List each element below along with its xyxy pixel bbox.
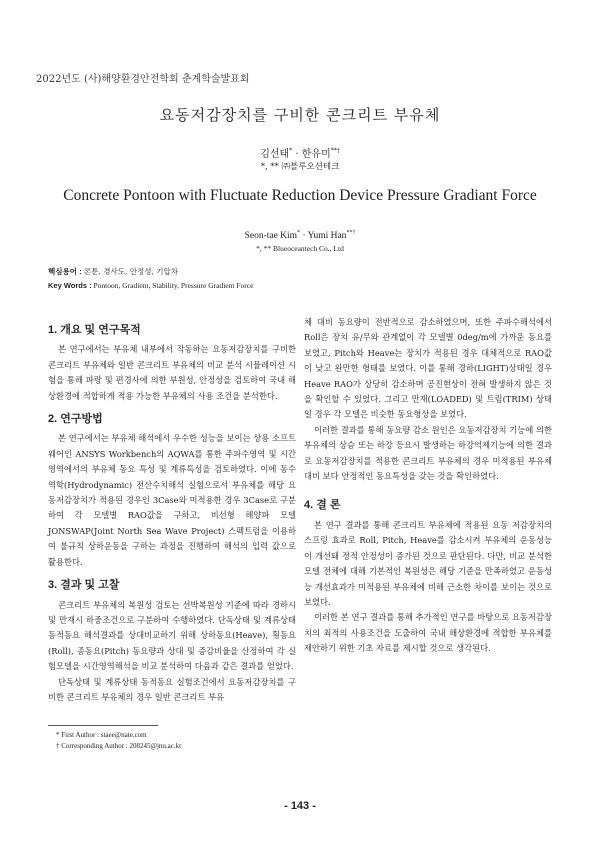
keywords-en-text: Pontoon, Gradient, Stability, Pressure Gradient Force bbox=[91, 281, 254, 290]
section-1-paragraph: 본 연구에서는 부유체 내부에서 작동하는 요동저감장치를 구비한 콘크리트 부유체와 일반 콘크리트 부유체의 비교 분석 시뮬레이션 시험을 통해 파랑 및 편경사에 의한 부원성, 안정성을 검토하여 국내 해상환경에 적합하게 적용 가능한 부유체의 사용 조건을 분석한다. bbox=[48, 344, 296, 401]
author-1: 김선태 bbox=[260, 149, 290, 160]
conference-header: 2022년도 (사)해양환경안전학회 춘계학술발표회 bbox=[36, 74, 250, 85]
authors-korean bbox=[0, 145, 600, 160]
author-1-en: Seon-tae Kim bbox=[244, 231, 298, 242]
section-2-paragraph: 본 연구에서는 부유체 해석에서 우수한 성능을 보이는 상용 소프트웨어인 ANSYS Workbench의 AQWA를 통한 주파수영역 및 시간영역에서의 부유체 동요 특성 및 계류특성을 검토하였다. 이에 동수역학(Hydrodynamic) 전산수치해석 실험으로서 부유체를 해당 요동저감장치가 적용된 경우인 3Case와 미적용한 경우 3Case로 구분하여 각 모델별 RAO값을 구하고, 비선형 해양파 모델 JONSWAP(Joint North Sea Wave Project) 스펙트럼을 이용하여 불규칙 상하운동을 구하는 과정을 진행하여 해석의 입력 값으로 활용한다. bbox=[48, 433, 296, 567]
author-1-en-mark: * bbox=[297, 230, 301, 236]
author-2: 한유미 bbox=[301, 149, 331, 160]
author-2-mark: **† bbox=[330, 147, 340, 155]
section-3-continued: 체 대비 동요량이 전반적으로 감소하였으며, 또한 주파수해석에서 Roll은 장치 유/무와 관계없이 각 모델별 0deg/m에 가까운 동요를 보였고, Pitch와 Heave는 장치가 적용된 경우 대체적으로 RAO값이 낮고 완만한 형태를 보였다. 이를 통해 경하(LIGHT)상태일 경우 Heave RAO가 상당히 감소하며 공진현상이 전혀 발생하지 않은 것을 확인할 수 있었다. 그리고 만재(LOADED) 및 트림(TRIM) 상태일 경우 각 모델은 비슷한 동요형상을 보였다. bbox=[304, 317, 552, 420]
section-4-paragraph-1: 본 연구 결과를 통해 콘크리트 부유체에 적용된 요동 저감장치의 스프링 효과로 Roll, Pitch, Heave를 감소시켜 부유체의 운동성능이 개선돼 정적 안정성이 증가된 것으로 판단된다. 다만, 비교 분석한 모델 전체에 대해 기본적인 복원성은 해당 기준을 만족하였고 운동성능 개선효과가 미적용된 부유체에 비해 근소한 차이를 보이는 것으로 보였다. bbox=[304, 519, 552, 607]
author-2-en: Yumi Han bbox=[307, 231, 347, 242]
keywords-label: 핵심용어 : bbox=[48, 267, 82, 276]
keywords-text: 론툰, 경사도, 안정성, 기압차 bbox=[81, 267, 178, 276]
affiliation-english: *, ** Blueoceantech Co., Ltd bbox=[256, 244, 344, 253]
section-1-heading: 1. 개요 및 연구목적 bbox=[48, 324, 141, 336]
section-2-heading: 2. 연구방법 bbox=[48, 413, 103, 426]
section-3-heading: 3. 결과 및 고찰 bbox=[48, 579, 120, 592]
section-4-paragraph-2: 이러한 본 연구 결과를 통해 추가적인 연구를 바탕으로 요동저감장치의 최적의 사용조건을 도출하여 국내 해상환경에 적합한 부유체를 제안하기 위한 기초 자료를 제시할 것으로 생각된다. bbox=[304, 612, 552, 654]
footnote-first-author: * First Author : staee@nate.com bbox=[56, 731, 147, 739]
title-english: Concrete Pontoon with Fluctuate Reduction Device Pressure Gradiant Force bbox=[63, 187, 537, 204]
right-column bbox=[304, 315, 552, 657]
author-2-en-mark: **† bbox=[346, 230, 356, 236]
left-column bbox=[48, 315, 296, 705]
section-4-heading: 4. 결 론 bbox=[304, 499, 341, 512]
author-1-mark: * bbox=[289, 147, 293, 155]
affiliation-korean: *, ** ㈜블루오션테크 bbox=[260, 162, 340, 172]
author-separator: · bbox=[292, 149, 302, 160]
section-3-paragraph-1: 콘크리트 부유체의 복원성 검토는 선박복원성 기준에 따라 경하시 및 만재시 하중조건으로 구분하여 수행하였다. 단독상태 및 계류상태 동적동요 해석결과를 상대비교하기 위해 상하동요(Heave), 횡동요(Roll), 종동요(Pitch) 동요량과 상대 및 증감비율을 산정하여 각 실험모델을 시간영역해석을 비교 분석하여 다음과 같은 결과를 얻었다. bbox=[48, 599, 296, 672]
title-korean: 요동저감장치를 구비한 콘크리트 부유체 bbox=[159, 106, 441, 124]
authors-english bbox=[0, 230, 600, 241]
keywords-en-label: Key Words : bbox=[48, 281, 92, 290]
page-number: - 143 - bbox=[284, 800, 316, 812]
footnote-corresponding-author: † Corresponding Author : 208245@jnu.ac.kr bbox=[56, 742, 182, 750]
keywords-english bbox=[48, 281, 253, 290]
section-3-paragraph-3: 이러한 결과를 통해 동요량 감소 원인은 요동저감장치 기능에 의한 부유체의 상승 또는 하강 등요시 발생하는 하강억제기능에 의한 결과로 요동저감장치를 적용한 콘크리트 부유체의 경우 미적용된 부유체 대비 보다 안정적인 동요특성을 갖는 것을 확인하였다. bbox=[304, 424, 552, 482]
keywords-korean bbox=[48, 266, 178, 277]
author-separator-en: · bbox=[300, 231, 308, 242]
footnote-divider bbox=[48, 725, 158, 726]
section-3-paragraph-2: 단독상태 및 계류상태 동적동요 실험조건에서 요동저감장치를 구비한 콘크리트 부유체의 경우 일반 콘크리트 부유 bbox=[48, 676, 296, 702]
